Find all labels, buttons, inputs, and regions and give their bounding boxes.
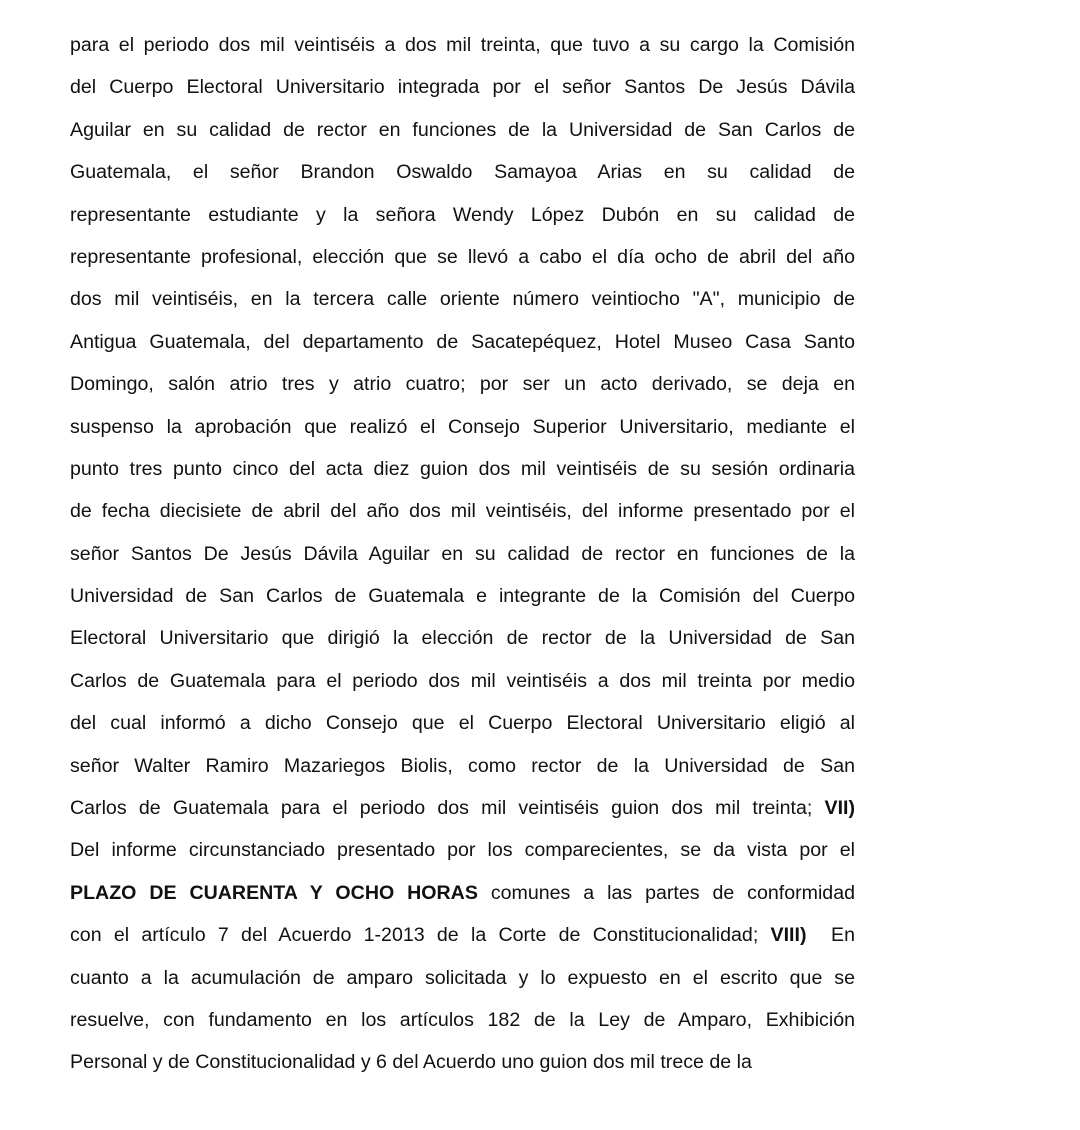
text-line: Carlos de Guatemala para el periodo dos mil veintiséis a dos mil treinta por medio [70,669,855,692]
text-line: punto tres punto cinco del acta diez guion dos mil veintiséis de su sesión ordinaria [70,457,855,480]
text-line: dos mil veintiséis, en la tercera calle oriente número veintiocho "A", municipio de [70,288,855,311]
text-line: Universidad de San Carlos de Guatemala e integrante de la Comisión del Cuerpo [70,585,855,608]
text-line: Domingo, salón atrio tres y atrio cuatro; por ser un acto derivado, se deja en [70,373,855,396]
text-line: Electoral Universitario que dirigió la elección de rector de la Universidad de San [70,627,855,650]
text-line [70,787,855,829]
emphasized-term: PLAZO DE CUARENTA Y OCHO HORAS [70,881,478,904]
text-line: cuanto a la acumulación de amparo solicitada y lo expuesto en el escrito que se [70,966,855,989]
text-line [70,914,855,956]
text-line: de fecha diecisiete de abril del año dos mil veintiséis, del informe presentado por el [70,500,855,523]
text-line: para el periodo dos mil veintiséis a dos mil treinta, que tuvo a su cargo la Comisión [70,34,855,56]
text-line: del Cuerpo Electoral Universitario integrada por el señor Santos De Jesús Dávila [70,76,855,99]
text-line: Guatemala, el señor Brandon Oswaldo Samayoa Arias en su calidad de [70,161,855,184]
text-segment: comunes a las partes de conformidad [490,881,855,904]
text-line: resuelve, con fundamento en los artículos 182 de la Ley de Amparo, Exhibición [70,1008,855,1031]
document-body [70,24,855,1084]
section-marker-viii: VIII) [770,924,807,947]
text-line: representante estudiante y la señora Wendy López Dubón en su calidad de [70,203,855,226]
text-line: señor Santos De Jesús Dávila Aguilar en su calidad de rector en funciones de la [70,542,855,565]
text-line: Personal y de Constitucionalidad y 6 del Acuerdo uno guion dos mil trece de la [70,1051,752,1074]
text-line: suspenso la aprobación que realizó el Consejo Superior Universitario, mediante el [70,415,855,438]
text-line: Antigua Guatemala, del departamento de Sacatepéquez, Hotel Museo Casa Santo [70,330,855,353]
text-segment: Carlos de Guatemala para el periodo dos mil veintiséis guion dos mil treinta; [70,797,813,820]
text-line: representante profesional, elección que se llevó a cabo el día ocho de abril del año [70,245,855,268]
text-line [70,872,855,914]
text-line: Aguilar en su calidad de rector en funciones de la Universidad de San Carlos de [70,118,855,141]
text-segment: con el artículo 7 del Acuerdo 1-2013 de la Corte de Constitucionalidad; [70,924,759,947]
text-segment: En [831,924,855,947]
section-marker-vii: VII) [824,797,855,820]
text-line: señor Walter Ramiro Mazariegos Biolis, como rector de la Universidad de San [70,754,855,777]
text-line: Del informe circunstanciado presentado por los comparecientes, se da vista por el [70,839,855,862]
text-line: del cual informó a dicho Consejo que el Cuerpo Electoral Universitario eligió al [70,712,855,735]
